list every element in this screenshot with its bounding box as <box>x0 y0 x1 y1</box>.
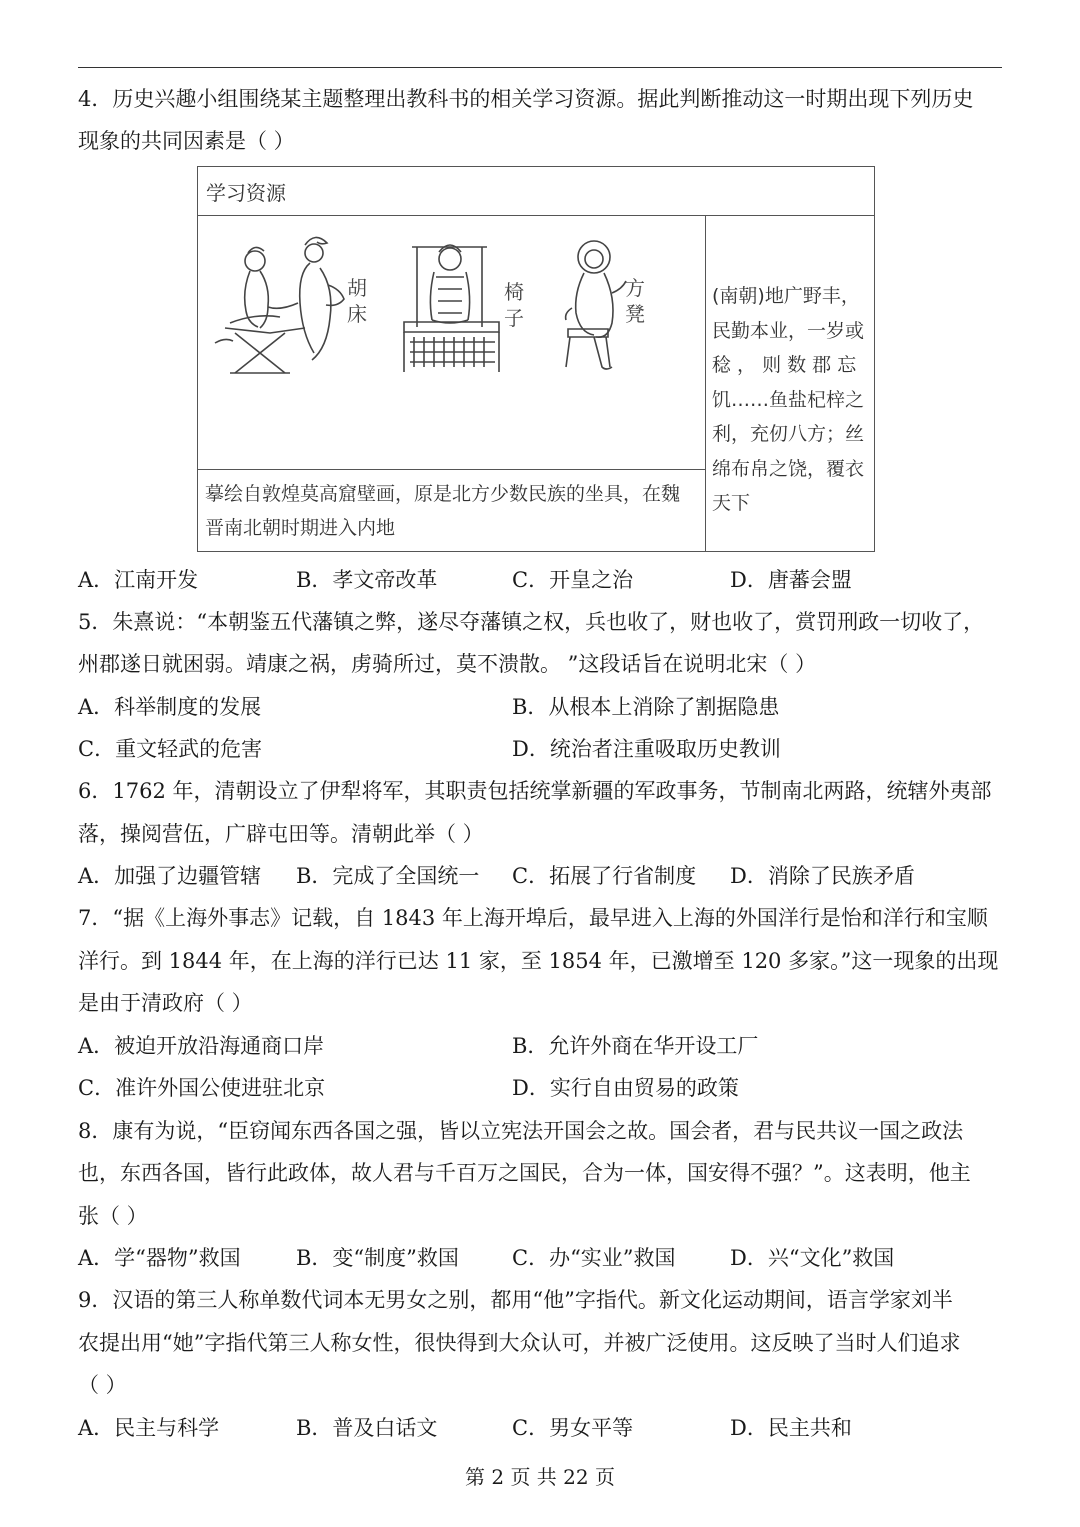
q5-stem-line-2: 州郡遂日就困弱。靖康之祸，虏骑所过，莫不溃散。 ”这段话旨在说明北宋（ ） <box>78 652 817 676</box>
q6-option-c[interactable]: C．拓展了行省制度 <box>512 864 697 888</box>
header-rule <box>78 67 1002 68</box>
q5-option-a[interactable]: A．科举制度的发展 <box>78 695 262 719</box>
huchuang-illustration <box>210 233 345 383</box>
label-char: 胡 <box>347 276 367 300</box>
label-huchuang <box>346 275 368 327</box>
q4-option-b[interactable]: B．孝文帝改革 <box>296 568 438 592</box>
q9-option-a[interactable]: A．民主与科学 <box>78 1416 220 1440</box>
label-square-stool <box>624 275 646 327</box>
q4-stem-line-2: 现象的共同因素是（ ） <box>78 129 295 153</box>
label-char: 方 <box>625 276 645 300</box>
q7-option-c[interactable]: C．准许外国公使进驻北京 <box>78 1076 326 1100</box>
q4-option-d[interactable]: D．唐蕃会盟 <box>730 568 852 592</box>
q6-option-b[interactable]: B．完成了全国统一 <box>296 864 480 888</box>
q8-stem-line-1: 8．康有为说，“臣窃闻东西各国之强，皆以立宪法开国会之故。国会者，君与民共议一国之政法 <box>78 1119 964 1143</box>
q6-stem-line-1: 6．1762 年，清朝设立了伊犁将军，其职责包括统掌新疆的军政事务，节制南北两路，统辖外夷部 <box>78 779 992 803</box>
q8-stem-line-2: 也，东西各国，皆行此政体，故人君与千百万之国民，合为一体，国安得不强？”。这表明，他主 <box>78 1161 971 1185</box>
q9-option-b[interactable]: B．普及白话文 <box>296 1416 438 1440</box>
quote-line-5: 利，充仞八方；丝 <box>712 423 865 445</box>
learning-resources-table <box>197 166 875 552</box>
q8-stem-line-3: 张（ ） <box>78 1204 148 1228</box>
label-char: 床 <box>347 302 367 326</box>
q5-stem-line-1: 5．朱熹说：“本朝鉴五代藩镇之弊，遂尽夺藩镇之权，兵也收了，财也收了，赏罚刑政一切收了， <box>78 610 985 634</box>
label-char: 椅 <box>504 280 524 304</box>
table-vertical-divider <box>705 216 706 551</box>
q9-stem-line-1: 9．汉语的第三人称单数代词本无男女之别，都用“他”字指代。新文化运动期间，语言学家刘半 <box>78 1288 953 1312</box>
page-footer: 第 2 页 共 22 页 <box>465 1465 615 1489</box>
label-char: 凳 <box>625 302 645 326</box>
q7-stem-line-3: 是由于清政府（ ） <box>78 991 253 1015</box>
q8-option-c[interactable]: C．办“实业”救国 <box>512 1246 676 1270</box>
q6-option-d[interactable]: D．消除了民族矛盾 <box>730 864 915 888</box>
q8-option-d[interactable]: D．兴“文化”救国 <box>730 1246 895 1270</box>
q5-option-b[interactable]: B．从根本上消除了割据隐患 <box>512 695 780 719</box>
label-chair-text <box>503 279 525 331</box>
q8-option-a[interactable]: A．学“器物”救国 <box>78 1246 241 1270</box>
label-char: 子 <box>504 306 524 330</box>
label-huchuang-char-1 <box>346 275 368 327</box>
quote-line-1: (南朝)地广野丰， <box>712 285 860 307</box>
table-horizontal-divider <box>198 469 705 470</box>
quote-line-4: 饥……鱼盐杞梓之 <box>712 388 865 411</box>
caption-line-2: 晋南北朝时期进入内地 <box>205 517 396 539</box>
chair-illustration <box>392 237 507 377</box>
q9-stem-line-3: （ ） <box>78 1373 127 1397</box>
table-header <box>198 167 874 216</box>
q7-option-b[interactable]: B．允许外商在华开设工厂 <box>512 1034 759 1058</box>
q4-option-a[interactable]: A．江南开发 <box>78 568 199 592</box>
quote-line-6: 绵布帛之饶，覆衣 <box>712 457 865 480</box>
q8-option-b[interactable]: B．变“制度”救国 <box>296 1246 459 1270</box>
southern-dynasty-quote <box>712 279 870 521</box>
q4-stem-line-1: 4．历史兴趣小组围绕某主题整理出教科书的相关学习资源。据此判断推动这一时期出现下列历史 <box>78 87 974 111</box>
q5-option-d[interactable]: D．统治者注重吸取历史教训 <box>512 737 781 761</box>
quote-line-7: 天下 <box>712 492 751 514</box>
q6-stem-line-2: 落，操阅营伍，广辟屯田等。清朝此举（ ） <box>78 822 484 846</box>
q4-option-c[interactable]: C．开皇之治 <box>512 568 634 592</box>
q5-option-c[interactable]: C．重文轻武的危害 <box>78 737 263 761</box>
label-square-stool-text <box>624 275 646 327</box>
label-chair <box>503 279 525 331</box>
caption-line-1: 摹绘自敦煌莫高窟壁画，原是北方少数民族的坐具，在魏 <box>205 483 681 505</box>
q9-option-c[interactable]: C．男女平等 <box>512 1416 634 1440</box>
table-header-label: 学习资源 <box>206 181 286 205</box>
q7-stem-line-1: 7．“据《上海外事志》记载，自 1843 年上海开埠后，最早进入上海的外国洋行是怡和洋行和宝顺 <box>78 906 988 930</box>
q6-option-a[interactable]: A．加强了边疆管辖 <box>78 864 262 888</box>
quote-line-2: 民勤本业，一岁或 <box>712 319 865 342</box>
square-stool-illustration <box>554 233 634 378</box>
illustration-caption <box>205 477 700 545</box>
q7-stem-line-2: 洋行。到 1844 年，在上海的洋行已达 11 家，至 1854 年，已激增至 120 多家。”这一现象的出现 <box>78 949 999 973</box>
q9-option-d[interactable]: D．民主共和 <box>730 1416 852 1440</box>
q7-option-d[interactable]: D．实行自由贸易的政策 <box>512 1076 739 1100</box>
q7-option-a[interactable]: A．被迫开放沿海通商口岸 <box>78 1034 325 1058</box>
q9-stem-line-2: 农提出用“她”字指代第三人称女性，很快得到大众认可，并被广泛使用。这反映了当时人们追求 <box>78 1331 961 1355</box>
quote-line-3: 稔 ， 则 数 郡 忘 <box>712 354 857 376</box>
